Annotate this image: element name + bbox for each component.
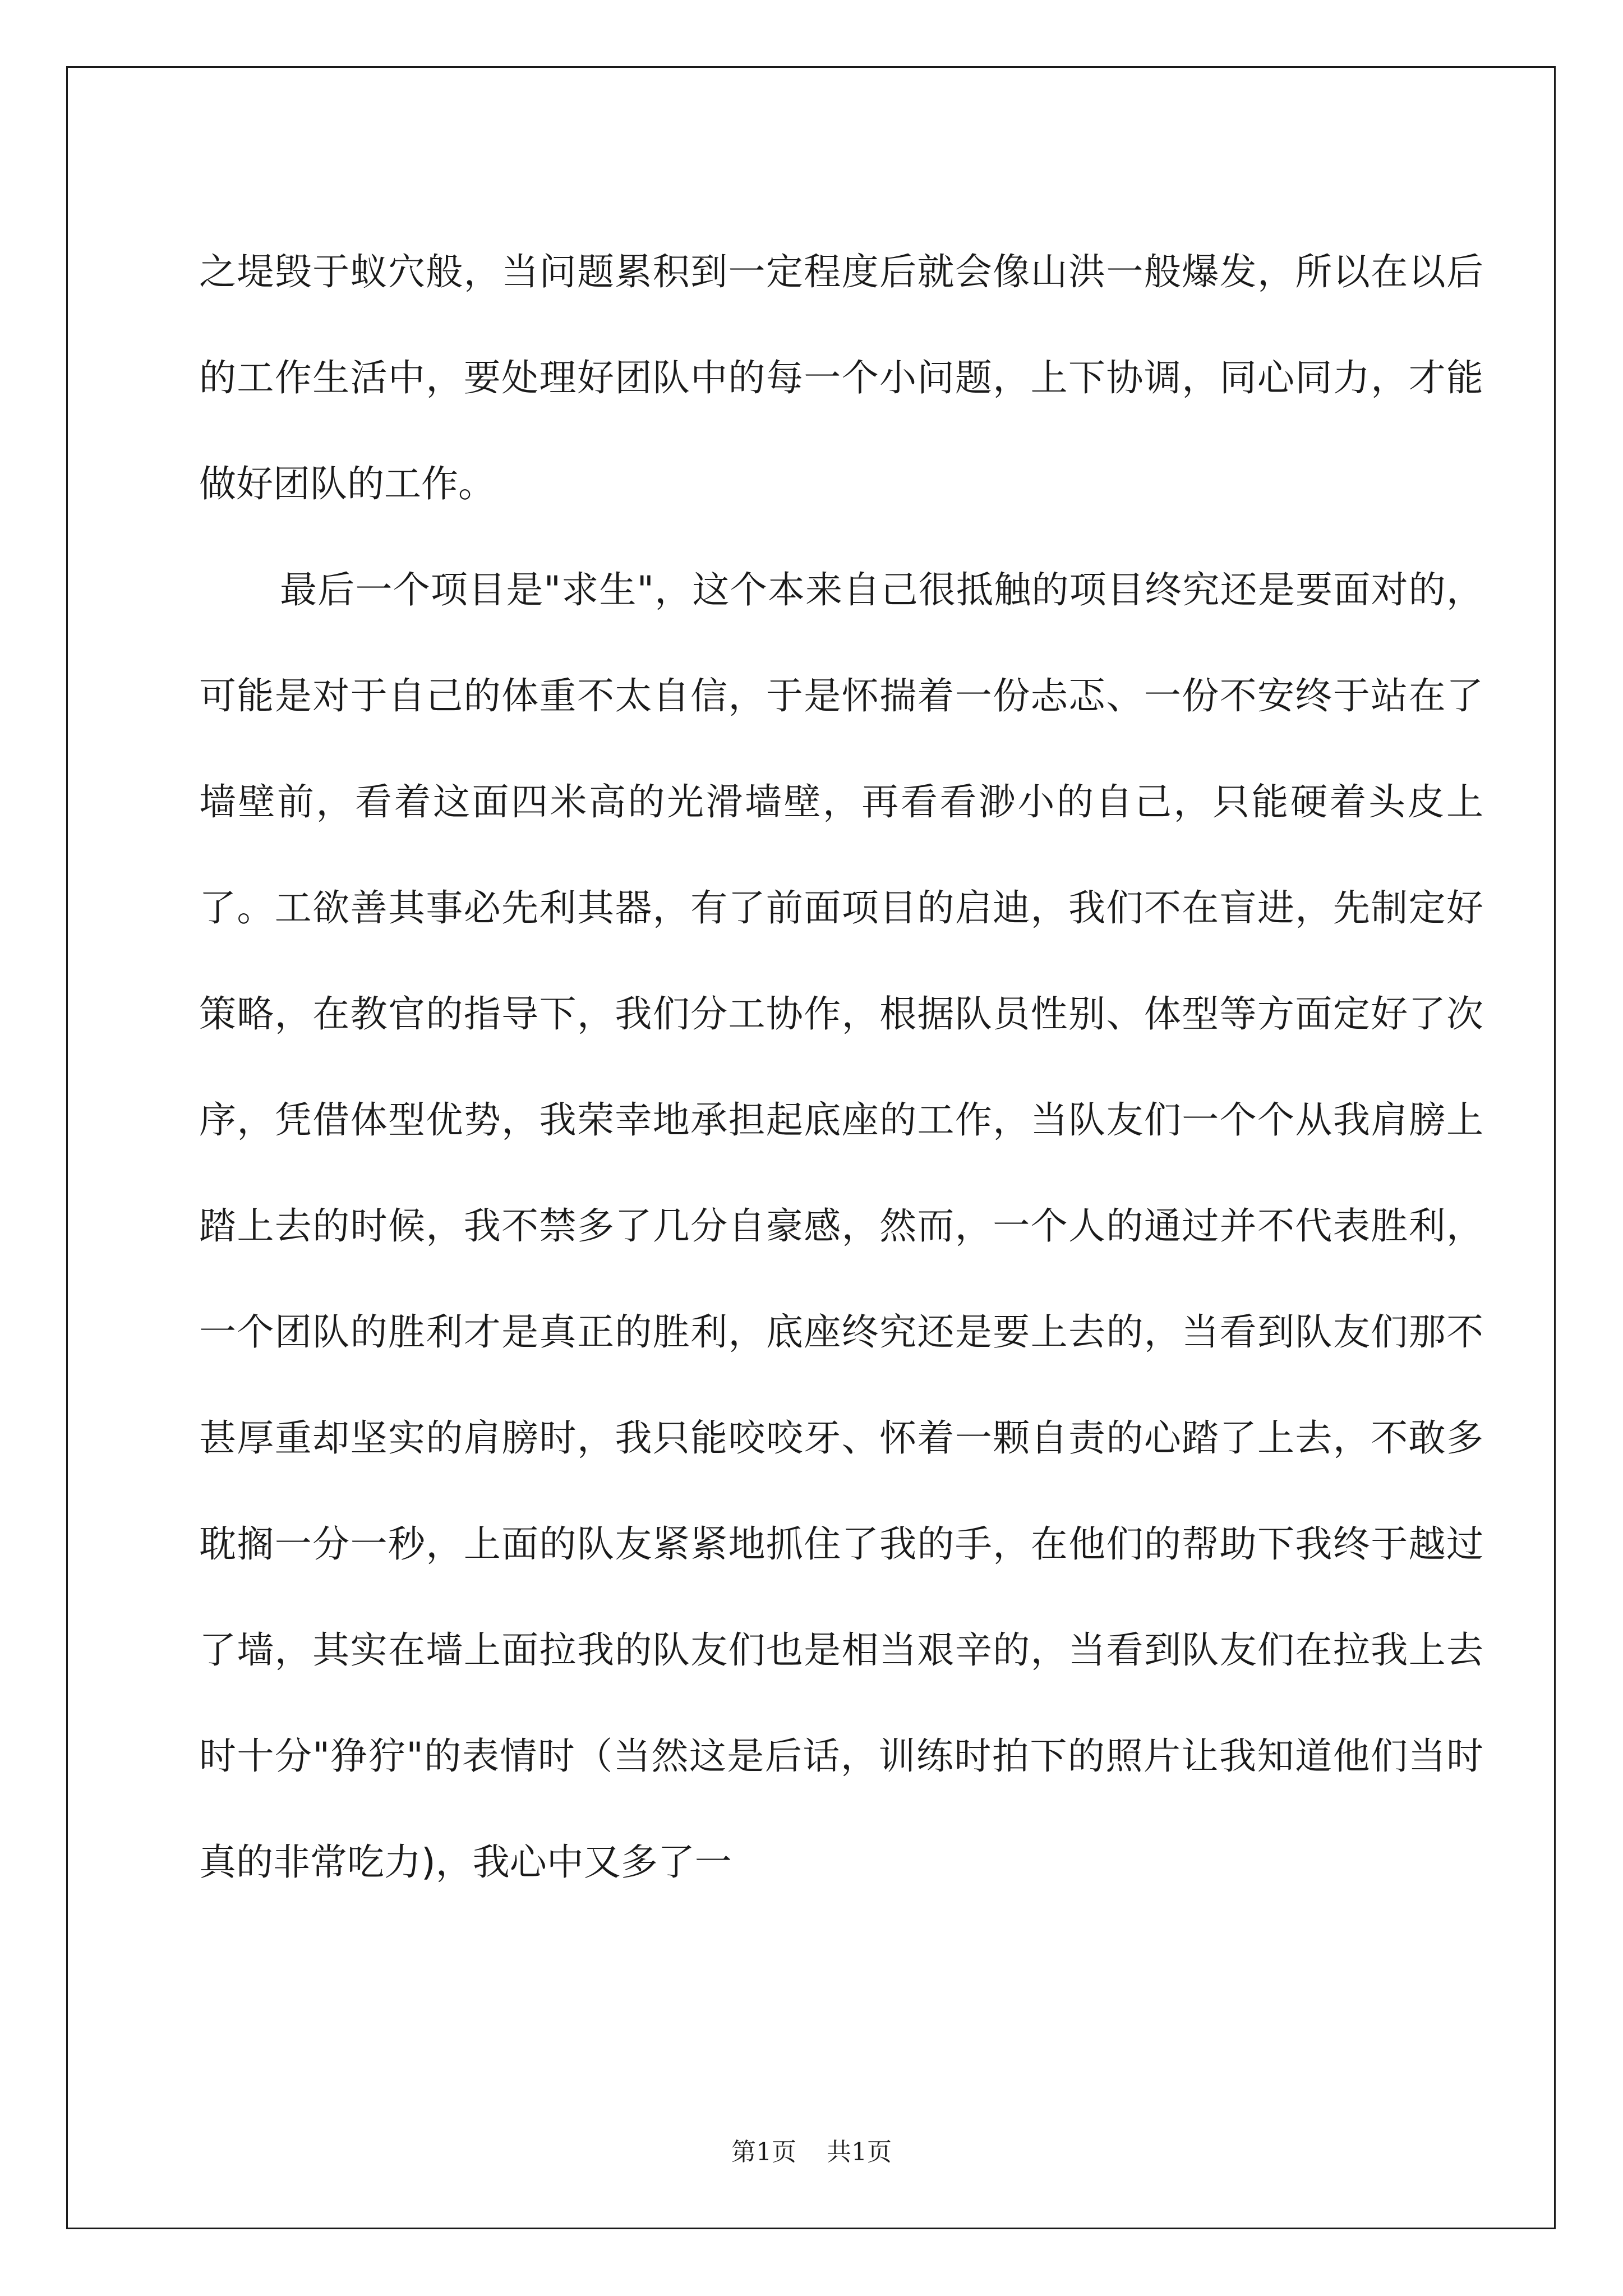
page-number: 第1页 (731, 2138, 796, 2166)
document-body (199, 219, 1483, 1915)
paragraph-1: 之堤毁于蚁穴般，当问题累积到一定程度后就会像山洪一般爆发，所以在以后的工作生活中，要处理好团队中的每一个小问题，上下协调，同心同力，才能做好团队的工作。 (199, 250, 1483, 505)
page-footer (0, 2132, 1623, 2168)
page-total: 共1页 (827, 2138, 892, 2166)
paragraph-2: 最后一个项目是"求生"，这个本来自己很抵触的项目终究还是要面对的，可能是对于自己的体重不太自信，于是怀揣着一份忐忑、一份不安终于站在了墙壁前，看着这面四米高的光滑墙壁，再看看渺小的自己，只能硬着头皮上了。工欲善其事必先利其器，有了前面项目的启迪，我们不在盲进，先制定好策略，在教官的指导下，我们分工协作，根据队员性别、体型等方面定好了次序，凭借体型优势，我荣幸地承担起底座的工作，当队友们一个个从我肩膀上踏上去的时候，我不禁多了几分自豪感，然而，一个人的通过并不代表胜利，一个团队的胜利才是真正的胜利，底座终究还是要上去的，当看到队友们那不甚厚重却坚实的肩膀时，我只能咬咬牙、怀着一颗自责的心踏了上去，不敢多耽搁一分一秒，上面的队友紧紧地抓住了我的手，在他们的帮助下我终于越过了墙，其实在墙上面拉我的队友们也是相当艰辛的，当看到队友们在拉我上去时十分"狰狞"的表情时（当然这是后话，训练时拍下的照片让我知道他们当时真的非常吃力)，我心中又多了一 (199, 568, 1483, 1884)
